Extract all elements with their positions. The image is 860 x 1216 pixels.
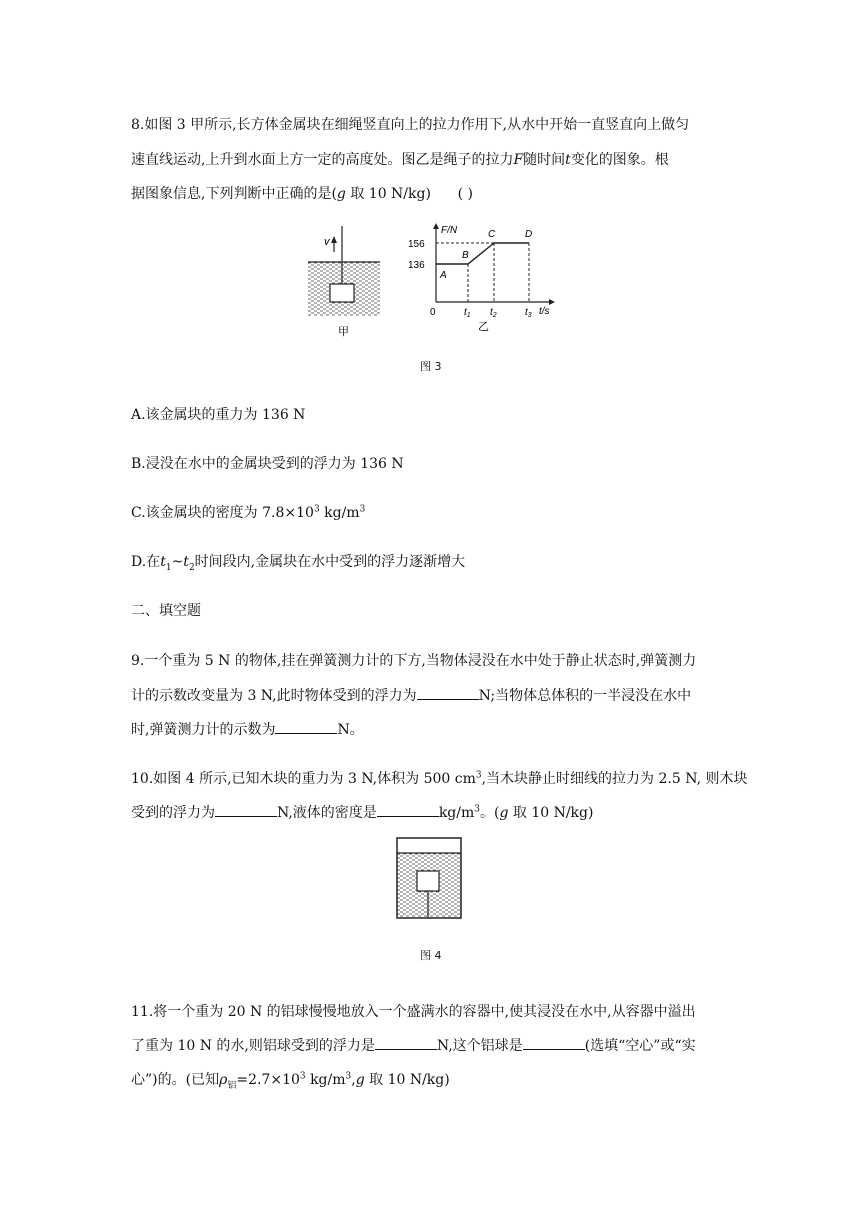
point-label-C: C (488, 229, 496, 240)
point-label-D: D (525, 229, 533, 240)
x-tick-t3: $t_3$ (525, 307, 532, 319)
y-tick-136: 136 (408, 260, 425, 271)
figure-3-caption: 图 3 (420, 360, 442, 373)
option-d: D.在$t_1\sim t_2$时间段内,金属块在水中受到的浮力逐渐增大 (131, 554, 466, 573)
q11-blank-2[interactable] (523, 1037, 585, 1050)
x-axis-arrow-icon (549, 299, 555, 305)
figure-yi-chart (404, 218, 564, 342)
q8-line-1: 8.如图 3 甲所示,长方体金属块在细绳竖直向上的拉力作用下,从水中开始一直竖直向上做匀 (131, 117, 690, 133)
q11-blank-1[interactable] (375, 1037, 437, 1050)
q9-line-1: 9.一个重为 5 N 的物体,挂在弹簧测力计的下方,当物体浸没在水中处于静止状态时,弹簧测力 (131, 653, 697, 669)
point-label-B: B (462, 250, 469, 261)
q11-line-3: 心”)的。(已知$\rho_铝=2.7\times 10^3$ $kg/m^3,g$ 取 10 N/kg) (131, 1071, 450, 1091)
q9-line-3: 时,弹簧测力计的示数为 N。 (131, 722, 364, 738)
q10-blank-1[interactable] (215, 804, 277, 817)
q10-line-1: 10.如图 4 所示,已知木块的重力为 3 N,体积为 500 $cm^3$,当木块静止时细线的拉力为 2.5 N, 则木块 (131, 770, 748, 787)
option-c: C.该金属块的密度为 $7.8\times 10^3$ $kg/m^3$ (131, 504, 366, 521)
q9-blank-2[interactable] (275, 721, 337, 734)
figure-4-caption: 图 4 (420, 949, 442, 962)
figure-jia (296, 222, 388, 342)
section-heading: 二、填空题 (131, 603, 201, 619)
q10-line-2: 受到的浮力为 N,液体的密度是 $kg/m^3$。(g 取 10 N/kg) (131, 804, 594, 821)
option-b: B.浸没在水中的金属块受到的浮力为 136 N (131, 456, 404, 472)
x-tick-t2: $t_2$ (490, 307, 497, 319)
origin-label: 0 (430, 307, 436, 318)
figure-4 (394, 835, 464, 921)
y-tick-156: 156 (408, 239, 425, 250)
wood-block (417, 871, 439, 891)
figure-yi-caption: 乙 (478, 321, 489, 333)
q8-line-2: 速直线运动,上升到水面上方一定的高度处。图乙是绳子的拉力F随时间t变化的图象。根 (131, 152, 669, 168)
option-a: A.该金属块的重力为 136 N (131, 407, 306, 423)
q8-line-3: 据图象信息,下列判断中正确的是(g 取 10 N/kg) ( ) (131, 186, 474, 202)
x-tick-t1: $t_1$ (464, 307, 471, 319)
velocity-arrow-icon (331, 236, 337, 243)
series-line (436, 243, 529, 264)
q9-line-2: 计的示数改变量为 3 N,此时物体受到的浮力为 N;当物体总体积的一半浸没在水中 (131, 688, 692, 704)
point-label-A: A (440, 270, 447, 281)
y-axis-label: F/N (441, 225, 458, 236)
x-axis-label: t/s (539, 306, 550, 317)
q11-line-1: 11.将一个重为 20 N 的铝球慢慢地放入一个盛满水的容器中,使其浸没在水中,从容器中溢出 (131, 1004, 696, 1020)
q9-blank-1[interactable] (417, 687, 479, 700)
y-axis-arrow-icon (433, 223, 439, 229)
velocity-label: v (324, 236, 330, 248)
figure-jia-caption: 甲 (338, 326, 349, 338)
metal-block (330, 284, 354, 302)
q10-blank-2[interactable] (377, 804, 439, 817)
q11-line-2: 了重为 10 N 的水,则铝球受到的浮力是 N,这个铝球是 (选填“空心”或“实 (131, 1038, 696, 1054)
